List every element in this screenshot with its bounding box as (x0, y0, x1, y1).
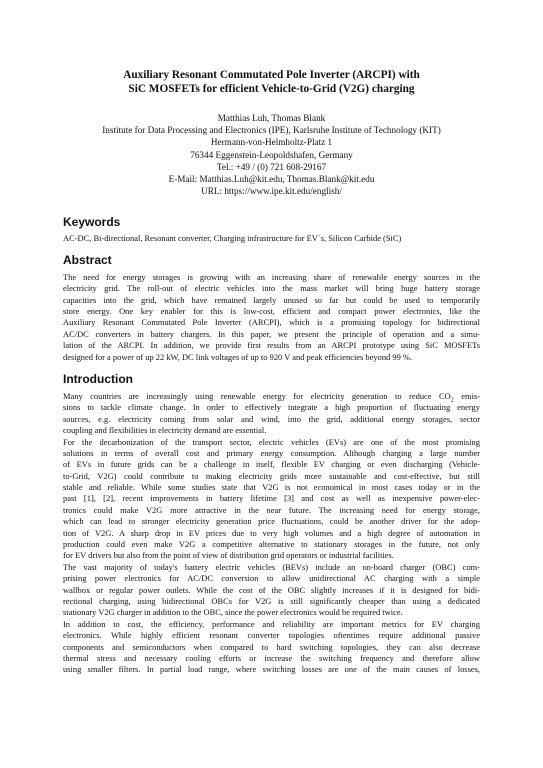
author-tel: Tel.: +49 / (0) 721 608-29167 (216, 161, 327, 172)
intro-line: which can lead to stronger electricity generation price fluctuations, could be another driver for the adop- (63, 516, 480, 527)
abstract-line: AC/DC converters in battery chargers. In this paper, we present the principle of operation and a simu- (63, 328, 480, 339)
intro-line: tion of V2G. A sharp drop in EV prices due to very high volumes and a high degree of automation in (63, 527, 480, 538)
author-street: Hermann-von-Helmholtz-Platz 1 (210, 137, 333, 148)
intro-line: production could even make V2G a competitive alternative to stationary storages in the future, not only (63, 539, 480, 550)
paper-title (63, 68, 480, 96)
abstract-text (63, 272, 480, 363)
intro-line: tronics could make V2G more attractive in the near future. The increasing need for energy storage, (63, 504, 480, 515)
intro-line: solutions in terms of overall cost and primary energy consumption. Although charging a large number (63, 447, 480, 458)
intro-line: In addition to cost, the efficiency, performance and reliability are important metrics for EV charging (63, 618, 480, 629)
intro-line: using smaller filters. In partial load range, where switching losses are one of the main causes of losses, (63, 664, 480, 675)
intro-line-co2-pre: Many countries are increasingly using renewable energy for electricity generation to reduce CO (63, 390, 451, 401)
intro-line: coupling and flexibilities in electricity demand are essential. (63, 425, 267, 436)
introduction-heading: Introduction (63, 371, 133, 386)
intro-line: For the decarbonization of the transport sector, electric vehicles (EVs) are one of the most promising (63, 436, 480, 447)
keywords-line: AC-DC, Bi-directional, Resonant converter, Charging infrastructure for EV´s, Silicon Carbide (SiC) (63, 233, 402, 244)
intro-line: sions to tackle climate change. In order to effectively integrate a high proportion of fluctuating energy (63, 402, 480, 413)
author-block (63, 112, 480, 197)
author-names: Matthias Luh, Thomas Blank (217, 113, 326, 123)
intro-line: components and semiconductors when compared to hard switching topologies, they can also decrease (63, 641, 480, 652)
abstract-line: Auxiliary Resonant Commutated Pole Inverter (ARCPI), which is a promising topology for bidirectional (63, 317, 480, 328)
intro-line: of EVs in future grids can be a challenge in itself, flexible EV charging or even discharging (Vehicle- (63, 459, 480, 470)
intro-line: wallbox or regular power outlets. While the cost of the OBC slightly increases if it is designed for bidi- (63, 584, 480, 595)
intro-line: past [1], [2], recent improvements in battery lifetime [3] and cost as well as inexpensive power-elec- (63, 493, 480, 504)
title-line-1: Auxiliary Resonant Commutated Pole Inverter (ARCPI) with (123, 69, 420, 81)
abstract-line: electricity grid. The roll-out of electric vehicles into the mass market will bring huge battery storage (63, 283, 480, 294)
co2-subscript: 2 (450, 397, 454, 403)
intro-line-co2 (63, 391, 480, 402)
author-url: URL: https://www.ipe.kit.edu/english/ (201, 186, 342, 197)
title-line-2: SiC MOSFETs for efficient Vehicle-to-Grid (V2G) charging (128, 83, 415, 95)
abstract-line: The need for energy storages is growing with an increasing share of renewable energy sources in the (63, 271, 480, 282)
intro-line: rectional charging, using bidirectional OBCs for V2G is still significantly cheaper than using a dedicated (63, 595, 480, 606)
intro-line: stable and reliable. While some studies state that V2G is not economical in most cases today or in the (63, 482, 480, 493)
introduction-text (63, 391, 480, 676)
author-institute: Institute for Data Processing and Electronics (IPE), Karlsruhe Institute of Technology (KIT) (102, 125, 441, 136)
author-city: 76344 Eggenstein-Leopoldshafen, Germany (190, 149, 353, 160)
author-email: E-Mail: Matthias.Luh@kit.edu, Thomas.Blank@kit.edu (168, 174, 375, 185)
abstract-line: store energy. One key enabler for this is low-cost, efficient and compact power electronics, like the (63, 305, 480, 316)
intro-line: to-Grid, V2G) could contribute to making electricity grids more sustainable and cost-effective, but still (63, 470, 480, 481)
intro-line: The vast majority of today's battery electric vehicles (BEVs) include an on-board charger (OBC) com- (63, 561, 480, 572)
abstract-line: designed for a power of up 22 kW, DC link voltages of up to 920 V and peak efficiencies beyond 99 %. (63, 351, 413, 362)
paper-page (63, 68, 480, 676)
intro-line: sources, e.g. electricity coming from solar and wind, into the grid, additional energy storages, sector (63, 413, 480, 424)
intro-line: stationary V2G charger in addition to the OBC, since the power electronics would be required twice. (63, 607, 403, 618)
intro-line-co2-post: emis- (453, 390, 480, 401)
intro-line: thermal stress and necessary cooling efforts or increase the switching frequency and therefore allow (63, 652, 480, 663)
abstract-line: lation of the ARCPI. In addition, we provide first results from an ARCPI prototype using SiC MOSFETs (63, 340, 480, 351)
intro-line: for EV drivers but also from the point of view of distribution grid operators or industrial facilities. (63, 550, 394, 561)
abstract-line: capacities into the grid, which have remained largely unused so far but could be used to temporarily (63, 294, 480, 305)
abstract-heading: Abstract (63, 252, 112, 267)
keywords-text (63, 233, 480, 244)
intro-line: electronics. While highly efficient resonant converter topologies oftentimes require additional passive (63, 630, 480, 641)
intro-line: prising power electronics for AC/DC conversion to allow unidirectional AC charging with a simple (63, 573, 480, 584)
keywords-heading: Keywords (63, 215, 121, 230)
